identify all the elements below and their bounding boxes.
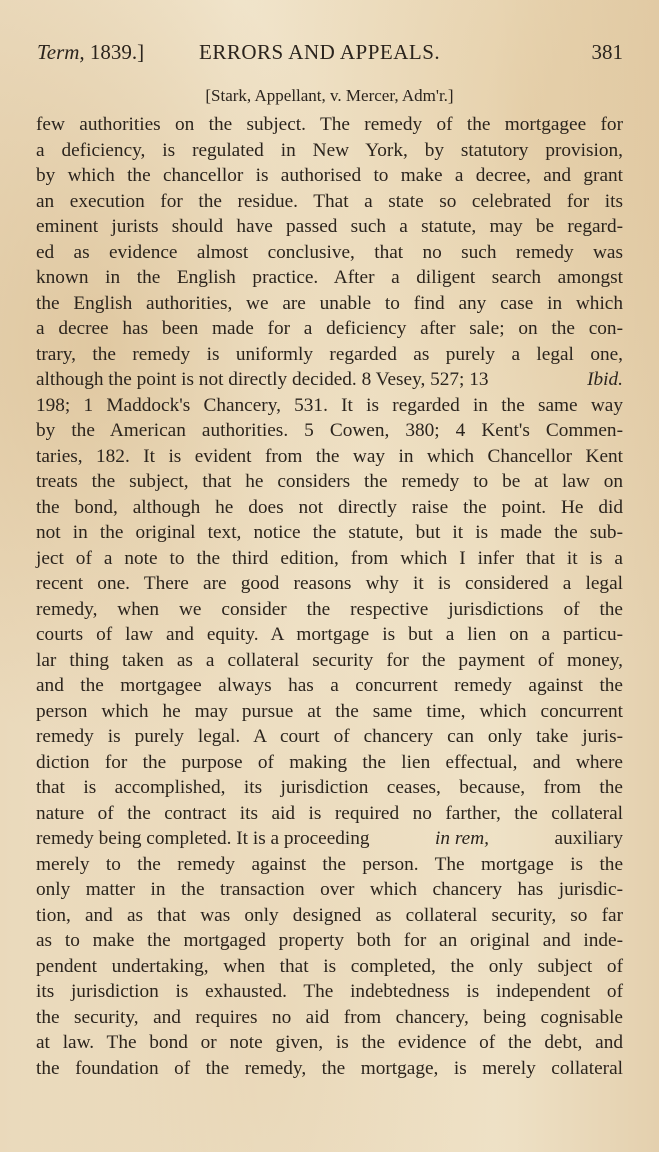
section-title: ERRORS AND APPEALS. [199, 40, 441, 64]
text-segment: taries, 182. It is evident from the way in which Chancellor Kent [36, 445, 623, 467]
text-segment: auxiliary [549, 828, 623, 849]
text-line [36, 826, 623, 852]
case-caption: [Stark, Appellant, v. Mercer, Adm'r.] [205, 86, 454, 105]
text-line [36, 903, 623, 929]
text-line [36, 750, 623, 776]
text-line [36, 1005, 623, 1031]
text-segment: as to make the mortgaged property both for an original and inde- [36, 930, 623, 951]
text-segment: an execution for the residue. That a state so celebrated for its [36, 190, 623, 212]
text-line [36, 571, 623, 597]
text-line [36, 877, 623, 903]
text-segment: only matter in the transaction over which chancery has jurisdic- [36, 879, 623, 900]
text-line [36, 418, 623, 444]
text-line [36, 189, 623, 215]
text-segment: known in the English practice. After a diligent search amongst [36, 267, 623, 288]
text-segment: by which the chancellor is authorised to make a decree, and grant [36, 165, 623, 186]
text-segment: nature of the contract its aid is required no farther, the collateral [36, 802, 623, 824]
text-segment: a decree has been made for a deficiency after sale; on the con- [36, 318, 623, 339]
text-line [36, 163, 623, 189]
text-segment: not in the original text, notice the statute, but it is made the sub- [36, 522, 623, 543]
text-segment: ed as evidence almost conclusive, that no such remedy was [36, 241, 623, 263]
text-segment: 198; 1 Maddock's Chancery, 531. It is regarded in the same way [36, 394, 623, 416]
italic-text: in rem, [435, 828, 489, 849]
text-line [36, 342, 623, 368]
text-segment: remedy is purely legal. A court of chancery can only take juris- [36, 726, 623, 747]
text-line [36, 1056, 623, 1082]
text-segment: recent one. There are good reasons why it is considered a legal [36, 573, 623, 594]
text-segment: the bond, although he does not directly raise the point. He did [36, 496, 623, 518]
text-line [36, 928, 623, 954]
text-segment: diction for the purpose of making the lien effectual, and where [36, 751, 623, 773]
text-line [36, 979, 623, 1005]
text-line [36, 444, 623, 470]
text-segment: the security, and requires no aid from chancery, being cognisable [36, 1006, 623, 1028]
text-line [36, 265, 623, 291]
text-segment: its jurisdiction is exhausted. The indebtedness is independent of [36, 981, 623, 1002]
text-segment: tion, and as that was only designed as collateral security, so far [36, 904, 623, 926]
text-line [36, 138, 623, 164]
text-segment: person which he may pursue at the same time, which concurrent [36, 700, 623, 722]
text-line [36, 520, 623, 546]
term-year: 1839.] [89, 40, 145, 64]
text-segment: although the point is not directly decided. 8 Vesey, 527; 13 [36, 369, 494, 390]
text-segment: treats the subject, that he considers the remedy to be at law on [36, 471, 623, 492]
text-line [36, 112, 623, 138]
text-segment: pendent undertaking, when that is completed, the only subject of [36, 955, 623, 977]
text-segment: and the mortgagee always has a concurrent remedy against the [36, 675, 623, 696]
running-header [37, 40, 623, 70]
text-line [36, 291, 623, 317]
text-segment: ject of a note to the third edition, from which I infer that it is a [36, 547, 623, 569]
text-segment: courts of law and equity. A mortgage is but a lien on a particu- [36, 624, 623, 645]
text-segment: few authorities on the subject. The remedy of the mortgagee for [36, 114, 623, 135]
text-line [36, 393, 623, 419]
text-segment: eminent jurists should have passed such a statute, may be regard- [36, 216, 623, 237]
text-line [36, 546, 623, 572]
page-number: 381 [591, 40, 623, 64]
text-line [36, 724, 623, 750]
text-line [36, 775, 623, 801]
text-segment: remedy, when we consider the respective jurisdictions of the [36, 598, 623, 620]
term-label [37, 40, 144, 65]
text-line [36, 648, 623, 674]
text-line [36, 673, 623, 699]
text-segment: the English authorities, we are unable to find any case in which [36, 292, 623, 314]
term-word: Term, [37, 40, 85, 64]
text-line [36, 469, 623, 495]
text-line [36, 316, 623, 342]
text-segment: remedy being completed. It is a proceeding [36, 828, 375, 849]
text-line [36, 954, 623, 980]
text-line [36, 622, 623, 648]
body-text [36, 112, 623, 1081]
text-segment: merely to the remedy against the person. The mortgage is the [36, 853, 623, 875]
text-segment: trary, the remedy is uniformly regarded as purely a legal one, [36, 343, 623, 365]
text-line [36, 699, 623, 725]
text-line [36, 367, 623, 393]
text-segment: that is accomplished, its jurisdiction ceases, because, from the [36, 777, 623, 798]
text-line [36, 214, 623, 240]
text-segment: at law. The bond or note given, is the evidence of the debt, and [36, 1032, 623, 1053]
text-segment: by the American authorities. 5 Cowen, 380; 4 Kent's Commen- [36, 420, 623, 441]
italic-text: Ibid. [587, 369, 623, 390]
text-line [36, 240, 623, 266]
text-line [36, 801, 623, 827]
text-segment: lar thing taken as a collateral security for the payment of money, [36, 649, 623, 671]
text-line [36, 852, 623, 878]
text-line [36, 597, 623, 623]
text-segment: the foundation of the remedy, the mortgage, is merely collateral [36, 1057, 623, 1079]
text-segment: a deficiency, is regulated in New York, by statutory provision, [36, 139, 623, 161]
text-line [36, 1030, 623, 1056]
text-line [36, 495, 623, 521]
